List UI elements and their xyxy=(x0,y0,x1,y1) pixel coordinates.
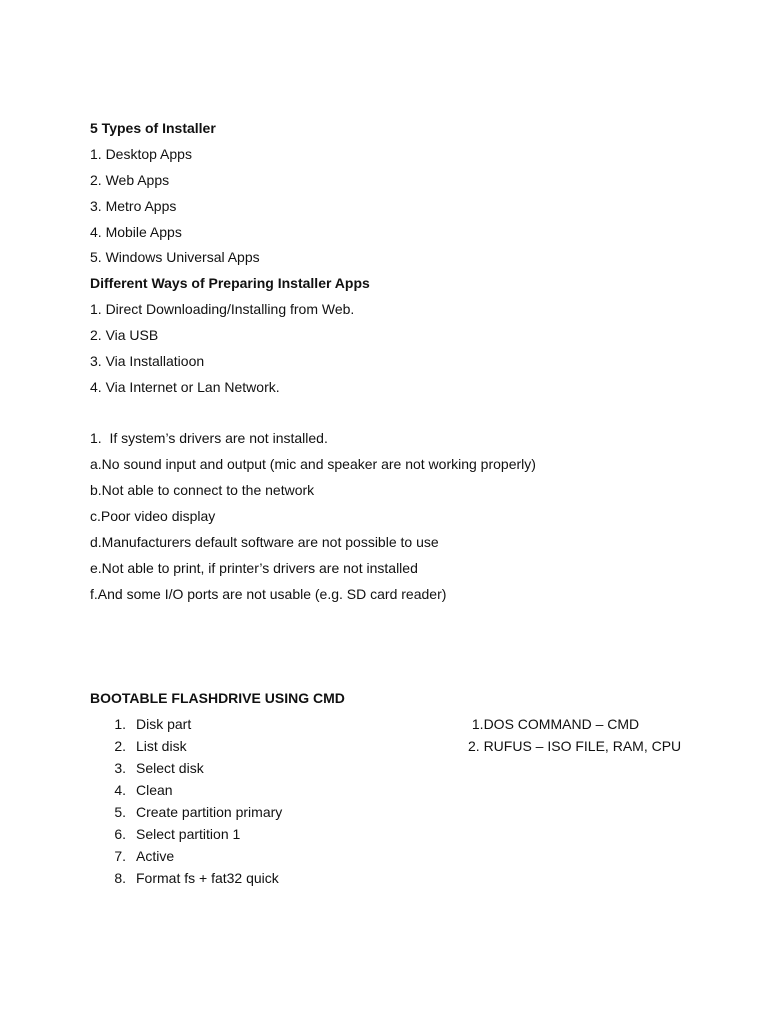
step-text: Active xyxy=(136,848,175,864)
preparing-ways-heading: Different Ways of Preparing Installer Apps xyxy=(90,275,370,291)
installer-type-item: 3. Metro Apps xyxy=(90,198,177,214)
preparing-way-item: 3. Via Installatioon xyxy=(90,353,205,369)
driver-issue-item: f.And some I/O ports are not usable (e.g. SD card reader) xyxy=(90,586,447,602)
step-number: 3. xyxy=(114,760,126,776)
step-number: 7. xyxy=(114,848,126,864)
drivers-intro: 1. If system’s drivers are not installed. xyxy=(90,430,328,446)
preparing-way-item: 2. Via USB xyxy=(90,327,159,343)
driver-issue-item: e.Not able to print, if printer’s drivers are not installed xyxy=(90,560,418,576)
step-number: 8. xyxy=(114,870,126,886)
step-text: Clean xyxy=(136,782,173,798)
step-text: Select partition 1 xyxy=(136,826,241,842)
driver-issue-item: c.Poor video display xyxy=(90,508,216,524)
installer-type-item: 1. Desktop Apps xyxy=(90,146,192,162)
installer-type-item: 5. Windows Universal Apps xyxy=(90,249,260,265)
preparing-way-item: 1. Direct Downloading/Installing from Web. xyxy=(90,301,355,317)
installer-type-item: 4. Mobile Apps xyxy=(90,224,182,240)
step-text: Format fs + fat32 quick xyxy=(136,870,279,886)
side-note: 1.DOS COMMAND – CMD xyxy=(468,716,640,732)
step-text: Disk part xyxy=(136,716,192,732)
installer-type-item: 2. Web Apps xyxy=(90,172,170,188)
bootable-flashdrive-heading: BOOTABLE FLASHDRIVE USING CMD xyxy=(90,690,345,706)
step-text: List disk xyxy=(136,738,187,754)
step-number: 4. xyxy=(114,782,126,798)
side-note: 2. RUFUS – ISO FILE, RAM, CPU xyxy=(468,738,682,754)
driver-issue-item: b.Not able to connect to the network xyxy=(90,482,315,498)
driver-issue-item: d.Manufacturers default software are not possible to use xyxy=(90,534,439,550)
driver-issue-item: a.No sound input and output (mic and speaker are not working properly) xyxy=(90,456,536,472)
step-number: 6. xyxy=(114,826,126,842)
step-text: Create partition primary xyxy=(136,804,283,820)
preparing-way-item: 4. Via Internet or Lan Network. xyxy=(90,379,280,395)
step-text: Select disk xyxy=(136,760,204,776)
step-number: 1. xyxy=(114,716,126,732)
step-number: 5. xyxy=(114,804,126,820)
installer-types-heading: 5 Types of Installer xyxy=(90,120,216,136)
step-number: 2. xyxy=(114,738,126,754)
